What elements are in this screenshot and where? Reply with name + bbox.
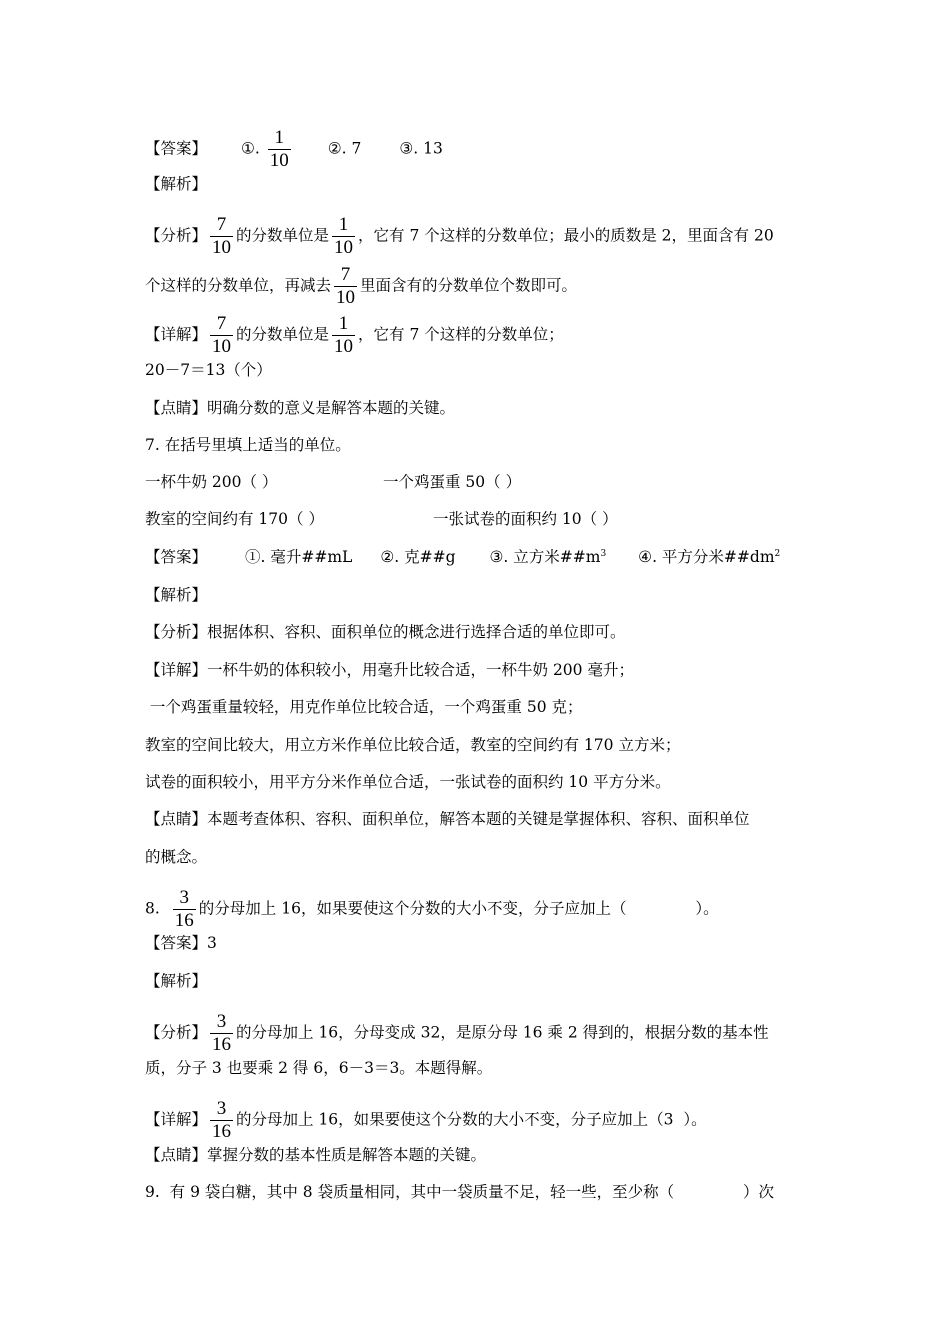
superscript: 2: [774, 548, 781, 559]
fraction-denominator: 10: [334, 237, 354, 258]
answer-3: [490, 548, 607, 566]
q6-answer-line: [145, 128, 810, 171]
fenxi-text: 里面含有的分数单位个数即可。: [360, 276, 578, 295]
answer-4-text: ④. 平方分米##dm: [638, 548, 775, 566]
calculation: 20－7＝13（个）: [145, 361, 272, 379]
question-number: 8.: [145, 899, 160, 918]
fenxi-tag: 【分析】: [145, 1023, 208, 1042]
q7-xiangjie-line-3: [145, 733, 810, 757]
fraction-denominator: 16: [212, 1034, 232, 1055]
fraction-denominator: 10: [212, 336, 232, 357]
fenxi-tag: 【分析】: [145, 623, 208, 641]
dianjing-text: 的概念。: [145, 848, 208, 866]
q7-title: [145, 433, 810, 457]
fraction-denominator: 16: [174, 910, 194, 931]
fraction-1-10: [268, 128, 291, 171]
fraction-denominator: 10: [334, 336, 354, 357]
fenxi-tag: 【分析】: [145, 226, 208, 245]
answer-value: 3: [207, 934, 217, 952]
q7-xiangjie-line-4: [145, 770, 810, 794]
xiangjie-text: 试卷的面积较小，用平方分米作单位合适，一张试卷的面积约 10 平方分米。: [145, 773, 671, 791]
xiangjie-tag: 【详解】: [145, 1110, 208, 1129]
fenxi-text: 个这样的分数单位，再减去: [145, 276, 332, 295]
fraction-3-16: [173, 888, 196, 931]
fraction-denominator: 10: [336, 287, 356, 308]
q6-fenxi-line-2: [145, 265, 810, 308]
analysis-tag: 【解析】: [145, 175, 208, 193]
q8-answer-line: [145, 931, 810, 955]
fraction-7-10: [210, 314, 233, 357]
xiangjie-tag: 【详解】: [145, 325, 208, 344]
answer-tag: 【答案】: [145, 139, 208, 158]
analysis-tag: 【解析】: [145, 586, 208, 604]
dianjing-tag: 【点睛】: [145, 810, 208, 828]
fraction-denominator: 10: [269, 150, 289, 171]
fraction-numerator: 3: [216, 1098, 227, 1119]
xiangjie-text: 教室的空间比较大，用立方米作单位比较合适，教室的空间约有 170 立方米；: [145, 736, 681, 754]
fraction-1-10: [332, 314, 355, 357]
xiangjie-text: 一杯牛奶的体积较小，用毫升比较合适，一杯牛奶 200 毫升；: [207, 661, 634, 679]
answer-4: [638, 548, 780, 566]
fenxi-text: 质，分子 3 也要乘 2 得 6，6－3＝3。本题得解。: [145, 1059, 493, 1077]
fraction-numerator: 3: [179, 887, 190, 908]
q8-title: [145, 888, 810, 931]
q7-answer-line: [145, 545, 810, 569]
q6-dianjing-line: [145, 396, 810, 420]
blank-item: 一个鸡蛋重 50（ ）: [383, 473, 522, 491]
answer-2: ②. 克##g: [380, 548, 456, 566]
fraction-3-16: [210, 1099, 233, 1142]
q7-analysis-heading: [145, 583, 810, 607]
question-text: 的分母加上 16，如果要使这个分数的大小不变，分子应加上（ ）。: [198, 899, 719, 918]
answer-1: ①. 毫升##mL: [245, 548, 353, 566]
answer-3: ③. 13: [399, 139, 443, 158]
dianjing-tag: 【点睛】: [145, 1146, 208, 1164]
answer-1-mark: ①.: [241, 139, 260, 158]
fraction-numerator: 7: [216, 214, 227, 235]
q7-dianjing-line-2: [145, 845, 810, 869]
q8-dianjing-line: [145, 1143, 810, 1167]
fraction-1-10: [332, 215, 355, 258]
q7-dianjing-line-1: [145, 807, 810, 831]
q7-xiangjie-line-2: [145, 695, 810, 719]
fraction-numerator: 3: [216, 1011, 227, 1032]
dianjing-text: 明确分数的意义是解答本题的关键。: [207, 399, 456, 417]
fenxi-text: ，它有 7 个这样的分数单位；最小的质数是 2，里面含有 20: [358, 226, 774, 245]
question-text: 7. 在括号里填上适当的单位。: [145, 436, 351, 454]
xiangjie-tag: 【详解】: [145, 661, 208, 679]
answer-3-text: ③. 立方米##m: [489, 548, 601, 566]
q6-analysis-heading: [145, 172, 810, 196]
fraction-numerator: 7: [216, 313, 227, 334]
fenxi-text: 的分母加上 16，分母变成 32，是原分母 16 乘 2 得到的，根据分数的基本性: [236, 1023, 769, 1042]
q6-calc-line: [145, 358, 810, 382]
blank-item: 一张试卷的面积约 10（ ）: [433, 510, 618, 528]
fraction-numerator: 1: [338, 313, 349, 334]
q6-xiangjie-line: [145, 314, 810, 357]
q8-analysis-heading: [145, 969, 810, 993]
q6-fenxi-line-1: [145, 215, 810, 258]
fraction-3-16: [210, 1012, 233, 1055]
xiangjie-text: 一个鸡蛋重量较轻，用克作单位比较合适，一个鸡蛋重 50 克；: [145, 698, 583, 716]
analysis-tag: 【解析】: [145, 972, 208, 990]
blank-item: 教室的空间约有 170（ ）: [145, 510, 324, 528]
fraction-7-10: [210, 215, 233, 258]
blank-item: 一杯牛奶 200（ ）: [145, 473, 278, 491]
fraction-denominator: 16: [212, 1121, 232, 1142]
fraction-7-10: [334, 265, 357, 308]
answer-tag: 【答案】: [145, 548, 208, 566]
dianjing-text: 掌握分数的基本性质是解答本题的关键。: [207, 1146, 487, 1164]
fenxi-text: 的分数单位是: [236, 226, 330, 245]
q7-xiangjie-line-1: [145, 658, 810, 682]
question-text: 9. 有 9 袋白糖，其中 8 袋质量相同，其中一袋质量不足，轻一些，至少称（ ）次: [145, 1183, 775, 1201]
dianjing-text: 本题考查体积、容积、面积单位，解答本题的关键是掌握体积、容积、面积单位: [207, 810, 750, 828]
q7-blank-line-2: [145, 507, 810, 531]
superscript: 3: [600, 548, 607, 559]
q8-fenxi-line-2: [145, 1056, 810, 1080]
answer-2: ②. 7: [327, 139, 362, 158]
xiangjie-text: 的分数单位是: [236, 325, 330, 344]
fraction-denominator: 10: [212, 237, 232, 258]
dianjing-tag: 【点睛】: [145, 399, 208, 417]
xiangjie-text: ，它有 7 个这样的分数单位；: [358, 325, 564, 344]
q7-fenxi-line: [145, 620, 810, 644]
fraction-numerator: 1: [274, 127, 285, 148]
fraction-numerator: 7: [340, 264, 351, 285]
fraction-numerator: 1: [338, 214, 349, 235]
fenxi-text: 根据体积、容积、面积单位的概念进行选择合适的单位即可。: [207, 623, 626, 641]
q9-title: [145, 1180, 810, 1204]
xiangjie-text: 的分母加上 16，如果要使这个分数的大小不变，分子应加上（3 ）。: [236, 1110, 707, 1129]
q8-xiangjie-line: [145, 1099, 810, 1142]
q7-blank-line-1: [145, 470, 810, 494]
q8-fenxi-line-1: [145, 1012, 810, 1055]
answer-tag: 【答案】: [145, 934, 208, 952]
